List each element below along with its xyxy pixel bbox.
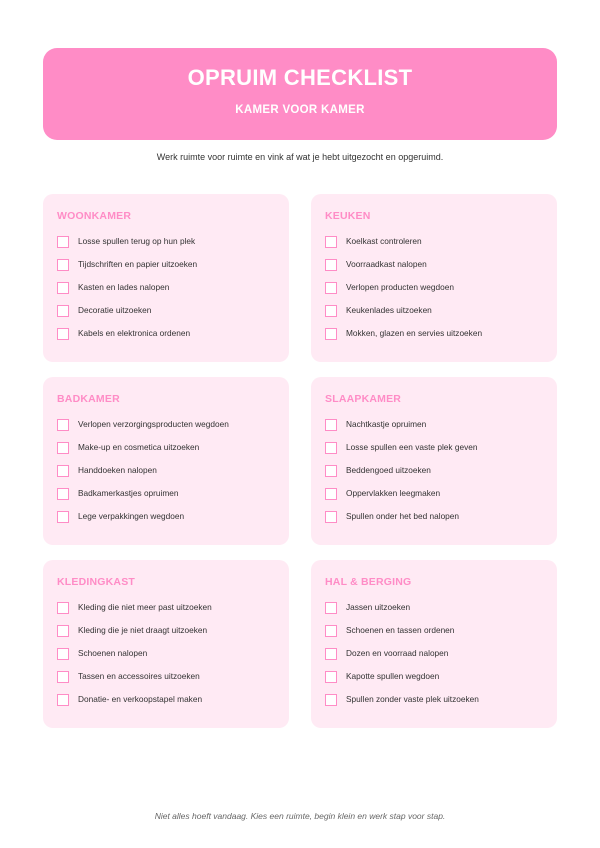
header-banner [43,48,557,140]
checklist-item[interactable] [57,441,229,464]
checklist-item[interactable] [57,510,229,533]
section-card-slaapkamer [311,377,557,545]
checkbox[interactable] [325,442,337,454]
checklist [57,235,197,350]
checkbox[interactable] [57,694,69,706]
checklist-item[interactable] [57,487,229,510]
section-title: BADKAMER [57,393,120,405]
checklist-item[interactable] [57,235,197,258]
checklist-item[interactable] [325,258,482,281]
checkbox[interactable] [57,465,69,477]
checklist-item[interactable] [57,418,229,441]
checklist-item-label: Losse spullen terug op hun plek [78,236,196,246]
section-title: KLEDINGKAST [57,576,136,588]
checkbox[interactable] [57,488,69,500]
checklist-item-label: Kasten en lades nalopen [78,282,170,292]
checkbox[interactable] [325,511,337,523]
section-title: WOONKAMER [57,210,132,222]
checklist-item-label: Mokken, glazen en servies uitzoeken [346,328,483,338]
checklist [325,235,482,350]
checklist-item[interactable] [57,624,212,647]
checklist-item[interactable] [325,235,482,258]
checklist-item-label: Tassen en accessoires uitzoeken [78,671,200,681]
checkbox[interactable] [325,694,337,706]
checkbox[interactable] [325,419,337,431]
checkbox[interactable] [57,236,69,248]
checklist-item[interactable] [57,327,197,350]
checklist-item[interactable] [325,487,477,510]
checklist [325,418,477,533]
section-title: HAL & BERGING [325,576,412,588]
checkbox[interactable] [325,305,337,317]
checklist-item[interactable] [57,304,197,327]
section-card-hal-berging [311,560,557,728]
checklist-item[interactable] [325,624,479,647]
checklist-item-label: Beddengoed uitzoeken [346,465,431,475]
checklist-item-label: Kleding die je niet draagt uitzoeken [78,625,208,635]
checklist-item-label: Kleding die niet meer past uitzoeken [78,602,212,612]
checklist-item-label: Schoenen en tassen ordenen [346,625,455,635]
checklist-item-label: Dozen en voorraad nalopen [346,648,449,658]
checklist-item-label: Tijdschriften en papier uitzoeken [78,259,198,269]
intro-text: Werk ruimte voor ruimte en vink af wat je hebt uitgezocht en opgeruimd. [156,152,444,162]
checkbox[interactable] [57,602,69,614]
checklist-item-label: Decoratie uitzoeken [78,305,152,315]
checkbox[interactable] [57,442,69,454]
checkbox[interactable] [325,328,337,340]
checklist-item-label: Kapotte spullen wegdoen [346,671,440,681]
checklist-item-label: Handdoeken nalopen [78,465,157,475]
section-card-kledingkast [43,560,289,728]
checklist-item-label: Nachtkastje opruimen [346,419,427,429]
checklist [57,418,229,533]
checklist-item[interactable] [325,327,482,350]
checklist-item[interactable] [57,464,229,487]
section-card-keuken [311,194,557,362]
checklist-item[interactable] [325,510,477,533]
checklist-item[interactable] [325,281,482,304]
checklist-item-label: Oppervlakken leegmaken [346,488,441,498]
checklist-item-label: Verlopen verzorgingsproducten wegdoen [78,419,229,429]
checkbox[interactable] [57,648,69,660]
checklist-item[interactable] [325,418,477,441]
checklist-item[interactable] [325,647,479,670]
section-title: KEUKEN [325,210,371,222]
checklist-item-label: Jassen uitzoeken [346,602,411,612]
checkbox[interactable] [325,259,337,271]
section-card-woonkamer [43,194,289,362]
checkbox[interactable] [325,465,337,477]
page-title: OPRUIM CHECKLIST [187,65,413,90]
section-title: SLAAPKAMER [325,393,402,405]
checklist-item-label: Kabels en elektronica ordenen [78,328,191,338]
checkbox[interactable] [325,488,337,500]
checkbox[interactable] [57,511,69,523]
checkbox[interactable] [325,282,337,294]
checklist-item-label: Voorraadkast nalopen [346,259,427,269]
checkbox[interactable] [57,419,69,431]
checklist-item[interactable] [57,601,212,624]
checklist-item-label: Spullen zonder vaste plek uitzoeken [346,694,479,704]
checkbox[interactable] [325,671,337,683]
checkbox[interactable] [325,625,337,637]
checklist [57,601,212,716]
checkbox[interactable] [57,259,69,271]
checklist-item[interactable] [325,693,479,716]
checklist-item-label: Losse spullen een vaste plek geven [346,442,478,452]
checklist-item-label: Donatie- en verkoopstapel maken [78,694,203,704]
checkbox[interactable] [325,648,337,660]
checklist-item[interactable] [57,670,212,693]
checklist-item-label: Keukenlades uitzoeken [346,305,432,315]
checklist-item-label: Koelkast controleren [346,236,422,246]
checklist-item[interactable] [325,441,477,464]
checklist-item-label: Verlopen producten wegdoen [346,282,454,292]
checklist-item-label: Spullen onder het bed nalopen [346,511,460,521]
checklist-item[interactable] [57,281,197,304]
footer-note: Niet alles hoeft vandaag. Kies een ruimte, begin klein en werk stap voor stap. [154,811,446,821]
checklist-item[interactable] [57,258,197,281]
checklist-item[interactable] [325,464,477,487]
section-card-badkamer [43,377,289,545]
checkbox[interactable] [325,236,337,248]
checklist-item-label: Badkamerkastjes opruimen [78,488,179,498]
checkbox[interactable] [57,282,69,294]
page-subtitle: KAMER VOOR KAMER [235,104,365,116]
checkbox[interactable] [57,671,69,683]
checkbox[interactable] [57,305,69,317]
checklist-item-label: Schoenen nalopen [78,648,148,658]
checklist-item[interactable] [325,670,479,693]
checklist-item[interactable] [325,601,479,624]
checkbox[interactable] [325,602,337,614]
checklist-item-label: Lege verpakkingen wegdoen [78,511,185,521]
checkbox[interactable] [57,625,69,637]
checklist-item[interactable] [57,647,212,670]
checkbox[interactable] [57,328,69,340]
checklist-item-label: Make-up en cosmetica uitzoeken [78,442,200,452]
checklist [325,601,479,716]
checklist-item[interactable] [57,693,212,716]
checklist-item[interactable] [325,304,482,327]
